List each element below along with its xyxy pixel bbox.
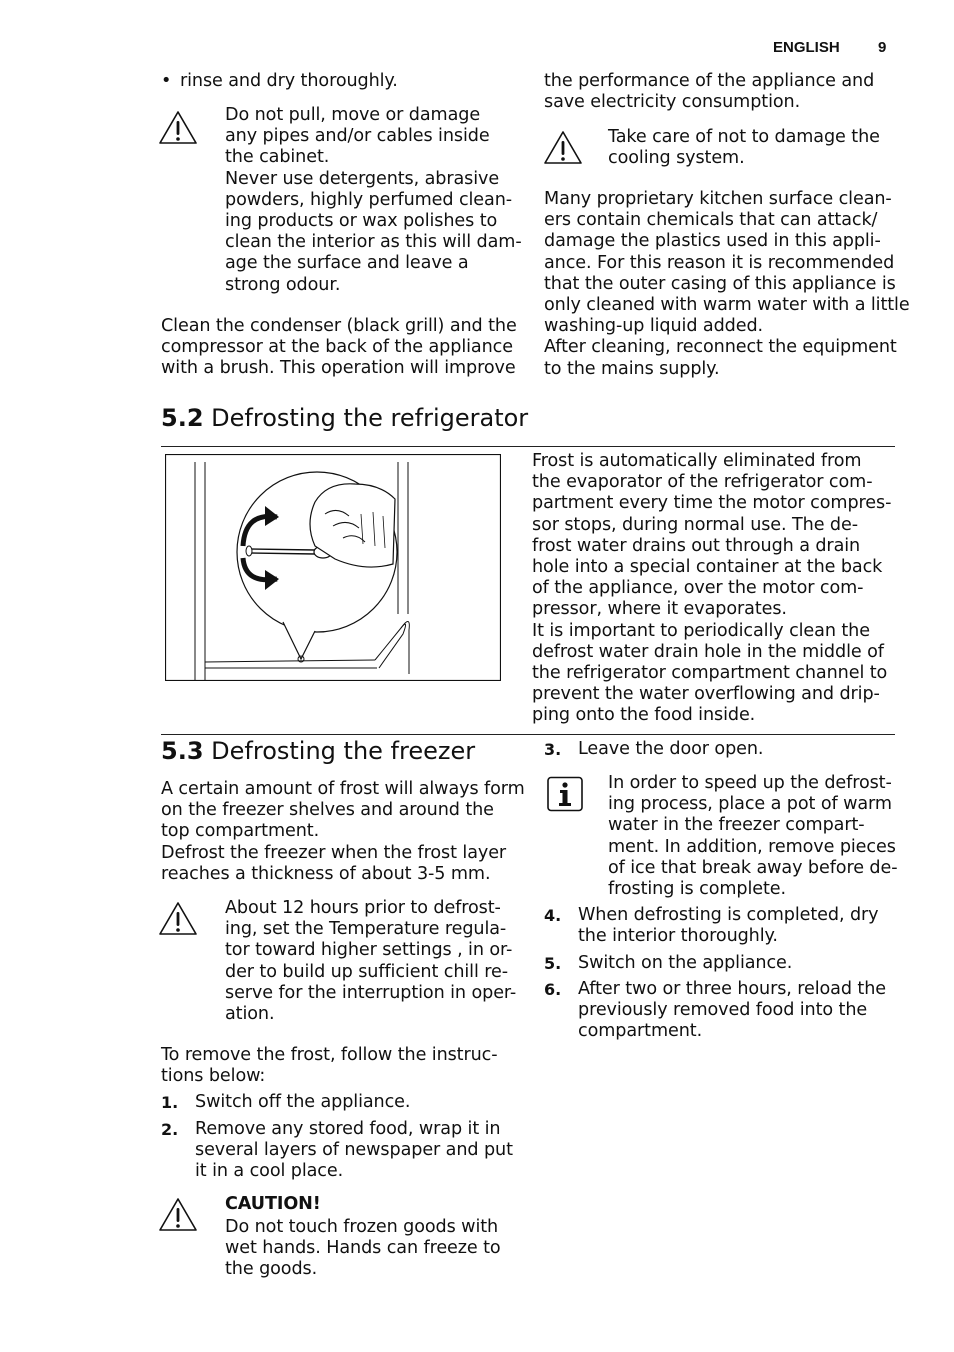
step-number: 1.	[161, 1093, 179, 1112]
bullet-marker: •	[161, 71, 172, 91]
defrost-drain-illustration	[165, 454, 501, 681]
performance-paragraph: the performance of the appliance and save electricity consumption.	[544, 71, 875, 113]
caution-text: Do not touch frozen goods with wet hands. Hands can freeze to the goods.	[225, 1217, 501, 1280]
header-language: ENGLISH	[773, 39, 840, 56]
warning-triangle-icon	[543, 130, 583, 166]
warning-text-temperature: About 12 hours prior to defrost- ing, set the Temperature regula- tor toward higher settings , in or- der to build up sufficient chill re- serve for the interruption in oper- ation.	[225, 898, 517, 1025]
section-5-3-heading: 5.3 Defrosting the freezer	[161, 737, 476, 765]
section-5-2-text: Frost is automatically eliminated from the evaporator of the refrigerator com- partment every time the motor compres- sor stops, during normal use. The de- frost water drains out through a drain hole into a special container at the back of the appliance, over the motor com- pressor, where it evaporates. It is important to periodically clean the defrost water drain hole in the middle of the refrigerator compartment channel to prevent the water overflowing and drip- ping onto the food inside.	[532, 451, 892, 726]
step-number: 5.	[544, 954, 562, 973]
step-text: Switch on the appliance.	[578, 953, 793, 973]
instructions-intro: To remove the frost, follow the instruc- tions below:	[161, 1045, 498, 1087]
step-text: Switch off the appliance.	[195, 1092, 411, 1112]
warning-triangle-icon	[158, 901, 198, 937]
info-text: In order to speed up the defrost- ing process, place a pot of warm water in the freezer compart- ment. In addition, remove pieces of ice that break away before de- frosting is complete.	[608, 773, 898, 900]
step-text: Leave the door open.	[578, 739, 764, 759]
step-text: After two or three hours, reload the previously removed food into the compartment.	[578, 979, 887, 1042]
section-5-3-intro: A certain amount of frost will always form on the freezer shelves and around the top compartment. Defrost the freezer when the frost layer reaches a thickness of about 3-5 mm.	[161, 779, 525, 884]
cleaners-paragraph: Many proprietary kitchen surface clean- ers contain chemicals that can attack/ damage the plastics used in this appli- ance. For this reason it is recommended that the outer casing of this appliance is only cleaned with warm water with a little washing-up liquid added. After cleaning, reconnect the equipment to the mains supply.	[544, 189, 910, 379]
step-number: 6.	[544, 980, 562, 999]
info-icon	[546, 776, 586, 812]
section-divider	[161, 446, 895, 447]
section-5-2-heading: 5.2 Defrosting the refrigerator	[161, 404, 529, 432]
warning-text-cooling: Take care of not to damage the cooling system.	[608, 127, 880, 169]
section-divider	[161, 734, 895, 735]
caution-title: CAUTION!	[225, 1194, 321, 1214]
condenser-paragraph: Clean the condenser (black grill) and the compressor at the back of the appliance with a brush. This operation will improve	[161, 316, 517, 379]
warning-triangle-icon	[158, 110, 198, 146]
step-text: Remove any stored food, wrap it in several layers of newspaper and put it in a cool place.	[195, 1119, 513, 1182]
warning-triangle-icon	[158, 1197, 198, 1233]
step-text: When defrosting is completed, dry the interior thoroughly.	[578, 905, 879, 947]
step-number: 2.	[161, 1120, 179, 1139]
step-number: 4.	[544, 906, 562, 925]
page-number: 9	[878, 39, 887, 56]
bullet-text: rinse and dry thoroughly.	[180, 71, 398, 91]
step-number: 3.	[544, 740, 562, 759]
warning-text-cabinet: Do not pull, move or damage any pipes and/or cables inside the cabinet. Never use detergents, abrasive powders, highly perfumed clean- ing products or wax polishes to clean the interior as this will dam- age the surface and leave a strong odour.	[225, 105, 522, 295]
